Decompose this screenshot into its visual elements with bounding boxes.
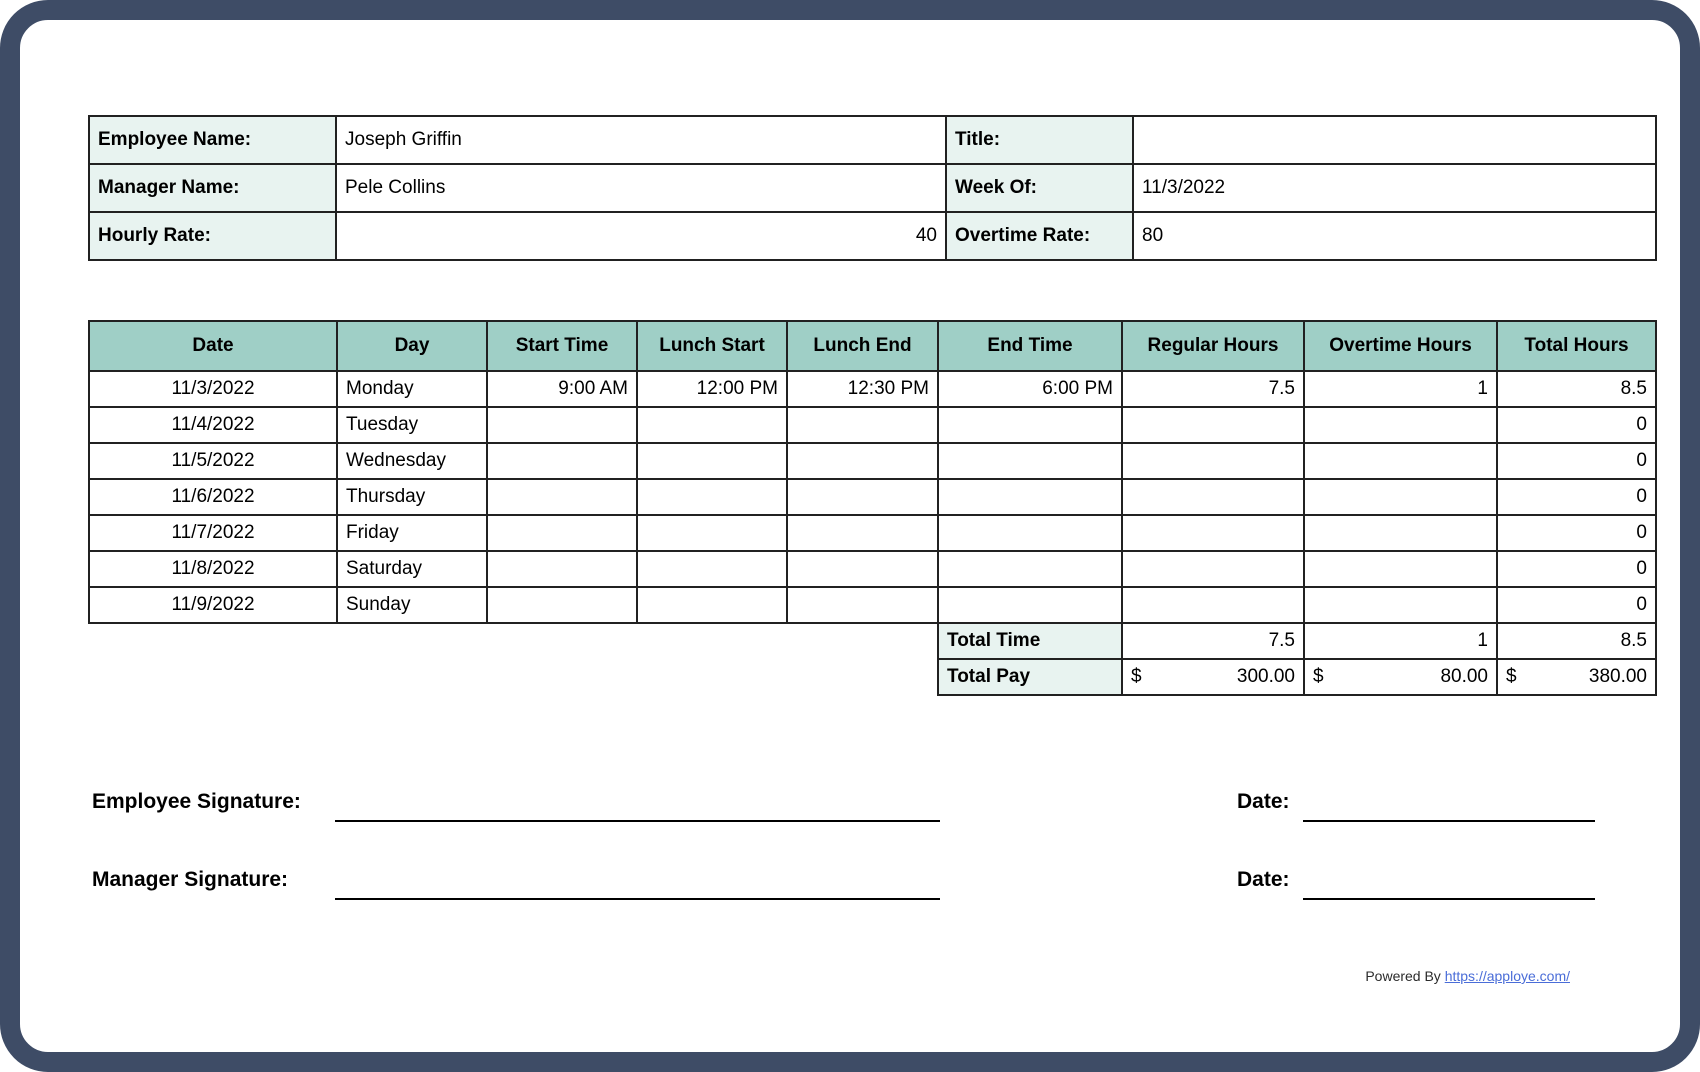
day-cell[interactable]: Sunday [337,587,487,623]
employee-date-label: Date: [1237,790,1290,813]
date-cell[interactable]: 11/7/2022 [89,515,337,551]
totals-spacer [89,659,938,695]
date-cell[interactable]: 11/5/2022 [89,443,337,479]
header-overtime-hours: Overtime Hours [1304,321,1497,371]
employee-name-label: Employee Name: [89,116,336,164]
total-hours-cell[interactable]: 0 [1497,443,1656,479]
week-of-value[interactable]: 11/3/2022 [1133,164,1656,212]
total-hours-cell[interactable]: 0 [1497,587,1656,623]
overtime-hours-cell[interactable] [1304,515,1497,551]
manager-name-label: Manager Name: [89,164,336,212]
date-cell[interactable]: 11/9/2022 [89,587,337,623]
total-time-label: Total Time [938,623,1122,659]
info-row [89,212,1656,260]
employee-date-line[interactable] [1303,820,1595,822]
end-time-cell[interactable] [938,515,1122,551]
end-time-cell[interactable] [938,551,1122,587]
timesheet-row [89,587,1656,623]
employee-info-table [88,115,1657,261]
title-value[interactable] [1133,116,1656,164]
overtime-hours-cell[interactable]: 1 [1304,371,1497,407]
total-pay-total [1497,659,1656,695]
header-end-time: End Time [938,321,1122,371]
total-pay-row [89,659,1656,695]
hourly-rate-label: Hourly Rate: [89,212,336,260]
total-pay-overtime-amount: 80.00 [1440,666,1488,687]
total-hours-cell[interactable]: 0 [1497,479,1656,515]
manager-signature-line[interactable] [335,898,940,900]
overtime-hours-cell[interactable] [1304,479,1497,515]
lunch-start-cell[interactable] [637,515,787,551]
total-pay-total-amount: 380.00 [1588,666,1647,687]
lunch-end-cell[interactable] [787,515,938,551]
total-hours-cell[interactable]: 0 [1497,515,1656,551]
lunch-start-cell[interactable] [637,551,787,587]
total-pay-label: Total Pay [938,659,1122,695]
regular-hours-cell[interactable] [1122,551,1304,587]
total-time-regular: 7.5 [1122,623,1304,659]
day-cell[interactable]: Wednesday [337,443,487,479]
overtime-hours-cell[interactable] [1304,551,1497,587]
info-row [89,164,1656,212]
lunch-end-cell[interactable] [787,551,938,587]
total-time-overtime: 1 [1304,623,1497,659]
regular-hours-cell[interactable]: 7.5 [1122,371,1304,407]
timesheet-row [89,407,1656,443]
total-time-total: 8.5 [1497,623,1656,659]
manager-date-label: Date: [1237,868,1290,891]
date-cell[interactable]: 11/4/2022 [89,407,337,443]
lunch-start-cell[interactable]: 12:00 PM [637,371,787,407]
lunch-start-cell[interactable] [637,587,787,623]
totals-spacer [89,623,938,659]
day-cell[interactable]: Monday [337,371,487,407]
total-hours-cell[interactable]: 8.5 [1497,371,1656,407]
day-cell[interactable]: Friday [337,515,487,551]
currency-symbol: $ [1506,666,1517,687]
overtime-hours-cell[interactable] [1304,587,1497,623]
header-day: Day [337,321,487,371]
employee-signature-label: Employee Signature: [92,790,301,813]
manager-date-line[interactable] [1303,898,1595,900]
employee-name-value[interactable]: Joseph Griffin [336,116,946,164]
header-lunch-start: Lunch Start [637,321,787,371]
start-time-cell[interactable]: 9:00 AM [487,371,637,407]
regular-hours-cell[interactable] [1122,587,1304,623]
date-cell[interactable]: 11/3/2022 [89,371,337,407]
start-time-cell[interactable] [487,587,637,623]
timesheet-row [89,443,1656,479]
timesheet-row [89,551,1656,587]
timesheet-table [88,320,1657,696]
timesheet-header-row [89,321,1656,371]
start-time-cell[interactable] [487,443,637,479]
manager-signature-label: Manager Signature: [92,868,289,891]
footer [1200,968,1570,984]
start-time-cell[interactable] [487,551,637,587]
date-cell[interactable]: 11/8/2022 [89,551,337,587]
lunch-end-cell[interactable] [787,443,938,479]
timesheet-row [89,479,1656,515]
lunch-end-cell[interactable]: 12:30 PM [787,371,938,407]
day-cell[interactable]: Tuesday [337,407,487,443]
start-time-cell[interactable] [487,479,637,515]
total-hours-cell[interactable]: 0 [1497,551,1656,587]
day-cell[interactable]: Thursday [337,479,487,515]
week-of-label: Week Of: [946,164,1133,212]
overtime-hours-cell[interactable] [1304,407,1497,443]
title-label: Title: [946,116,1133,164]
header-date: Date [89,321,337,371]
regular-hours-cell[interactable] [1122,407,1304,443]
overtime-rate-value[interactable]: 80 [1133,212,1656,260]
total-time-row [89,623,1656,659]
total-pay-regular [1122,659,1304,695]
total-pay-regular-amount: 300.00 [1236,666,1295,687]
employee-signature-line[interactable] [335,820,940,822]
lunch-end-cell[interactable] [787,407,938,443]
day-cell[interactable]: Saturday [337,551,487,587]
start-time-cell[interactable] [487,515,637,551]
header-total-hours: Total Hours [1497,321,1656,371]
lunch-end-cell[interactable] [787,479,938,515]
apploye-link[interactable]: https://apploye.com/ [1444,968,1570,984]
header-start-time: Start Time [487,321,637,371]
end-time-cell[interactable] [938,407,1122,443]
header-regular-hours: Regular Hours [1122,321,1304,371]
lunch-start-cell[interactable] [637,443,787,479]
regular-hours-cell[interactable] [1122,443,1304,479]
timesheet-row [89,515,1656,551]
regular-hours-cell[interactable] [1122,479,1304,515]
date-cell[interactable]: 11/6/2022 [89,479,337,515]
end-time-cell[interactable]: 6:00 PM [938,371,1122,407]
total-pay-overtime [1304,659,1497,695]
currency-symbol: $ [1131,666,1142,687]
header-lunch-end: Lunch End [787,321,938,371]
total-hours-cell[interactable]: 0 [1497,407,1656,443]
lunch-start-cell[interactable] [637,479,787,515]
currency-symbol: $ [1313,666,1324,687]
manager-name-value[interactable]: Pele Collins [336,164,946,212]
overtime-rate-label: Overtime Rate: [946,212,1133,260]
powered-by-text: Powered By [1365,968,1445,984]
end-time-cell[interactable] [938,479,1122,515]
regular-hours-cell[interactable] [1122,515,1304,551]
lunch-start-cell[interactable] [637,407,787,443]
info-row [89,116,1656,164]
end-time-cell[interactable] [938,443,1122,479]
hourly-rate-value[interactable]: 40 [336,212,946,260]
overtime-hours-cell[interactable] [1304,443,1497,479]
lunch-end-cell[interactable] [787,587,938,623]
start-time-cell[interactable] [487,407,637,443]
end-time-cell[interactable] [938,587,1122,623]
timesheet-row [89,371,1656,407]
